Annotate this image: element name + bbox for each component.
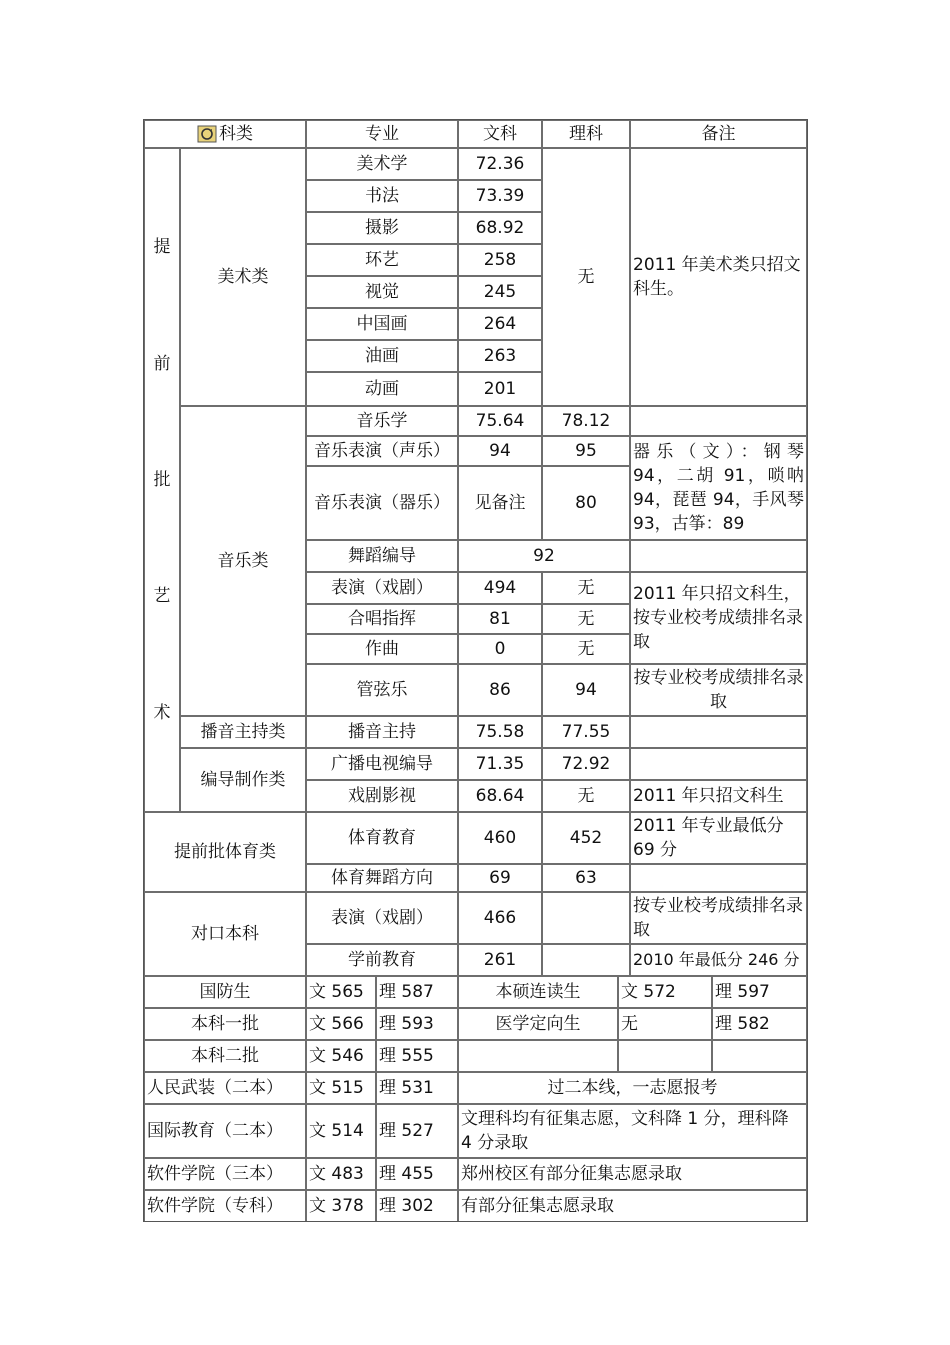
music-combined-score: 92 [458,540,630,572]
fine-art-major: 摄影 [306,212,458,244]
bottom-label-2 [458,1040,618,1072]
program-label: 软件学院（三本） [144,1158,306,1190]
directing-major: 广播电视编导 [306,748,458,780]
bottom-science: 理 593 [376,1008,458,1040]
program-note: 文理科均有征集志愿，文科降 1 分，理科降 4 分录取 [458,1104,807,1158]
music-note-empty [630,406,807,436]
header-major: 专业 [306,120,458,148]
sports-science: 63 [542,864,630,892]
fine-art-note: 2011 年美术类只招文科生。 [630,148,807,406]
program-arts: 文 483 [306,1158,376,1190]
counterpart-science [542,892,630,944]
program-note: 过二本线，一志愿报考 [458,1072,807,1104]
music-arts: 75.64 [458,406,542,436]
early-batch-char: 提 [153,237,171,258]
counterpart-arts: 261 [458,944,542,976]
counterpart-category: 对口本科 [144,892,306,976]
counterpart-major: 学前教育 [306,944,458,976]
bottom-science-2 [712,1040,807,1072]
music-arts: 94 [458,436,542,466]
music-major: 音乐学 [306,406,458,436]
early-batch-label [144,148,180,812]
directing-note [630,748,807,780]
directing-note: 2011 年只招文科生 [630,780,807,812]
program-note: 郑州校区有部分征集志愿录取 [458,1158,807,1190]
early-batch-char: 批 [153,469,171,490]
directing-arts: 68.64 [458,780,542,812]
counterpart-note: 2010 年最低分 246 分 [630,944,807,976]
header-science: 理科 [542,120,630,148]
music-note-empty [630,540,807,572]
broadcast-major: 播音主持 [306,716,458,748]
fine-art-major: 视觉 [306,276,458,308]
fine-art-arts: 72.36 [458,148,542,180]
music-science: 78.12 [542,406,630,436]
program-science: 理 531 [376,1072,458,1104]
program-science: 理 455 [376,1158,458,1190]
directing-major: 戏剧影视 [306,780,458,812]
broadcast-science: 77.55 [542,716,630,748]
counterpart-arts: 466 [458,892,542,944]
fine-art-arts: 258 [458,244,542,276]
fine-art-major: 书法 [306,180,458,212]
bottom-arts-2: 无 [618,1008,712,1040]
bottom-science: 理 555 [376,1040,458,1072]
fine-art-major: 中国画 [306,308,458,340]
broadcast-category: 播音主持类 [180,716,306,748]
program-science: 理 302 [376,1190,458,1222]
music-major: 表演（戏剧） [306,572,458,604]
music-arts: 0 [458,634,542,664]
orchestra-note: 按专业校考成绩排名录取 [630,664,807,716]
sports-arts: 460 [458,812,542,864]
bottom-science: 理 587 [376,976,458,1008]
music-major: 舞蹈编导 [306,540,458,572]
music-science: 94 [542,664,630,716]
fine-art-major: 油画 [306,340,458,372]
music-arts: 见备注 [458,466,542,540]
program-arts: 文 515 [306,1072,376,1104]
bottom-arts: 文 546 [306,1040,376,1072]
bottom-science-2: 理 582 [712,1008,807,1040]
header-category [144,120,306,148]
music-arts: 81 [458,604,542,634]
directing-science: 无 [542,780,630,812]
fine-art-arts: 73.39 [458,180,542,212]
music-major: 管弦乐 [306,664,458,716]
bottom-arts-2 [618,1040,712,1072]
fine-art-major: 美术学 [306,148,458,180]
refresh-icon [197,125,217,143]
bottom-arts: 文 566 [306,1008,376,1040]
fine-art-arts: 264 [458,308,542,340]
bottom-label: 国防生 [144,976,306,1008]
music-science: 无 [542,572,630,604]
music-major: 合唱指挥 [306,604,458,634]
counterpart-note: 按专业校考成绩排名录取 [630,892,807,944]
bottom-label-2: 医学定向生 [458,1008,618,1040]
program-arts: 文 514 [306,1104,376,1158]
directing-science: 72.92 [542,748,630,780]
counterpart-science [542,944,630,976]
fine-art-category: 美术类 [180,148,306,406]
bottom-arts-2: 文 572 [618,976,712,1008]
bottom-label: 本科二批 [144,1040,306,1072]
program-label: 人民武装（二本） [144,1072,306,1104]
broadcast-arts: 75.58 [458,716,542,748]
fine-art-arts: 201 [458,372,542,406]
bottom-arts: 文 565 [306,976,376,1008]
header-category-label: 科类 [219,124,253,144]
sports-major: 体育舞蹈方向 [306,864,458,892]
early-batch-char: 术 [153,702,171,723]
music-science: 无 [542,604,630,634]
bottom-science-2: 理 597 [712,976,807,1008]
fine-art-science: 无 [542,148,630,406]
program-arts: 文 378 [306,1190,376,1222]
broadcast-note [630,716,807,748]
sports-note: 2011 年专业最低分 69 分 [630,812,807,864]
fine-art-major: 环艺 [306,244,458,276]
program-label: 国际教育（二本） [144,1104,306,1158]
directing-arts: 71.35 [458,748,542,780]
drama-note: 2011 年只招文科生，按专业校考成绩排名录取 [630,572,807,664]
music-arts: 86 [458,664,542,716]
music-category: 音乐类 [180,406,306,716]
music-major: 作曲 [306,634,458,664]
program-label: 软件学院（专科） [144,1190,306,1222]
header-arts: 文科 [458,120,542,148]
early-batch-char: 前 [153,353,171,374]
counterpart-major: 表演（戏剧） [306,892,458,944]
music-science: 80 [542,466,630,540]
fine-art-major: 动画 [306,372,458,406]
header-notes: 备注 [630,120,807,148]
music-science: 95 [542,436,630,466]
program-note: 有部分征集志愿录取 [458,1190,807,1222]
sports-science: 452 [542,812,630,864]
sports-major: 体育教育 [306,812,458,864]
bottom-label-2: 本硕连读生 [458,976,618,1008]
sports-category: 提前批体育类 [144,812,306,892]
music-science: 无 [542,634,630,664]
instrument-note: 器乐（文）：钢琴 94，二胡 91，唢呐 94，琵琶 94，手风琴 93，古筝：89 [630,436,807,540]
fine-art-arts: 68.92 [458,212,542,244]
fine-art-arts: 245 [458,276,542,308]
music-major: 音乐表演（声乐） [306,436,458,466]
sports-arts: 69 [458,864,542,892]
directing-category: 编导制作类 [180,748,306,812]
fine-art-arts: 263 [458,340,542,372]
sports-note [630,864,807,892]
music-arts: 494 [458,572,542,604]
music-major: 音乐表演（器乐） [306,466,458,540]
bottom-label: 本科一批 [144,1008,306,1040]
early-batch-char: 艺 [153,586,171,607]
program-science: 理 527 [376,1104,458,1158]
